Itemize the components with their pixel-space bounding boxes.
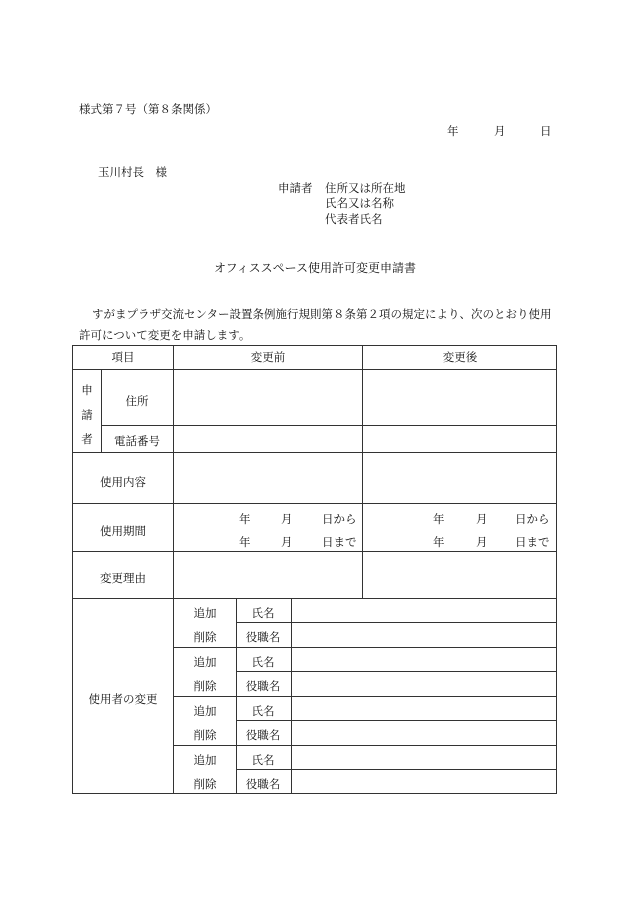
- addressee: 玉川村長 様: [98, 165, 167, 179]
- user-row-2-position: 役職名: [245, 679, 281, 693]
- usage-content-label: 使用内容: [100, 475, 146, 489]
- user-row-1-position: 役職名: [245, 630, 281, 644]
- period-after-until-month: 月: [476, 535, 488, 549]
- applicant-vertical-char-2: 請: [81, 408, 93, 422]
- period-after-from-year: 年: [433, 512, 445, 526]
- user-row-4-add: 追加: [193, 753, 217, 767]
- user-row-3-delete: 削除: [193, 728, 217, 742]
- user-row-3-position: 役職名: [245, 728, 281, 742]
- period-after-until-year: 年: [433, 535, 445, 549]
- applicant-vertical-char-1: 申: [81, 383, 93, 397]
- date-year: 年: [447, 124, 459, 138]
- period-before-from-month: 月: [281, 512, 293, 526]
- applicant-vertical-char-3: 者: [81, 432, 93, 446]
- usage-period-label: 使用期間: [100, 524, 146, 538]
- user-row-2-delete: 削除: [193, 679, 217, 693]
- change-reason-label: 変更理由: [100, 571, 146, 585]
- user-row-3-add: 追加: [193, 704, 217, 718]
- form-number: 様式第７号（第８条関係）: [79, 102, 217, 116]
- header-before: 変更前: [250, 350, 286, 364]
- date-day: 日: [540, 124, 552, 138]
- period-before-until-month: 月: [281, 535, 293, 549]
- user-row-4-position: 役職名: [245, 777, 281, 791]
- user-row-2-add: 追加: [193, 655, 217, 669]
- header-after: 変更後: [442, 350, 478, 364]
- applicant-address-label: 住所又は所在地: [325, 181, 406, 195]
- date-month: 月: [494, 124, 506, 138]
- body-text-line1: すがまプラザ交流センター設置条例施行規則第８条第２項の規定により、次のとおり使用: [92, 307, 552, 321]
- period-before-from-year: 年: [239, 512, 251, 526]
- user-row-1-name: 氏名: [251, 606, 275, 620]
- user-row-2-name: 氏名: [251, 655, 275, 669]
- applicant-name-label: 氏名又は名称: [325, 196, 394, 210]
- applicant-label: 申請者: [278, 181, 313, 195]
- user-row-3-name: 氏名: [251, 704, 275, 718]
- user-change-label: 使用者の変更: [88, 692, 158, 706]
- period-after-until-day: 日まで: [515, 535, 550, 549]
- user-row-4-name: 氏名: [251, 753, 275, 767]
- period-after-from-month: 月: [476, 512, 488, 526]
- document-title: オフィススペース使用許可変更申請書: [213, 261, 417, 275]
- body-text-line2: 許可について変更を申請します。: [79, 328, 251, 342]
- user-row-1-delete: 削除: [193, 630, 217, 644]
- address-label: 住所: [125, 394, 149, 408]
- period-before-until-year: 年: [239, 535, 251, 549]
- user-row-1-add: 追加: [193, 606, 217, 620]
- user-row-4-delete: 削除: [193, 777, 217, 791]
- applicant-representative-label: 代表者氏名: [325, 212, 383, 226]
- header-item: 項目: [111, 350, 135, 364]
- period-before-until-day: 日まで: [322, 535, 357, 549]
- phone-label: 電話番号: [114, 434, 160, 448]
- period-after-from-day: 日から: [515, 512, 550, 526]
- period-before-from-day: 日から: [322, 512, 357, 526]
